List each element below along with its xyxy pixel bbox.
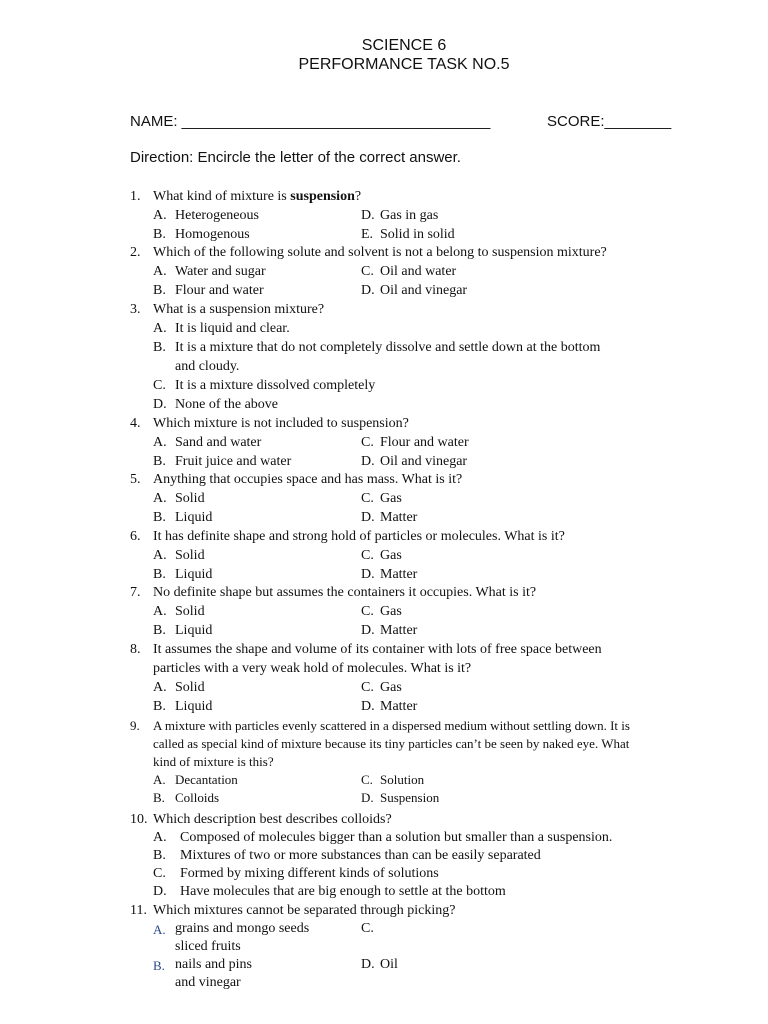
option-text: Oil and vinegar [380, 454, 468, 469]
question-number: 11. [130, 903, 147, 918]
option-text: Mixtures of two or more substances than can be easily separated [180, 848, 541, 863]
option-letter: B. [153, 283, 166, 298]
option-letter: C. [361, 491, 374, 506]
option-text: Decantation [175, 772, 238, 787]
option-text: nails and pins [175, 957, 252, 972]
option-text: Gas [380, 680, 402, 695]
option-letter: A. [153, 922, 166, 937]
option-letter: B. [153, 848, 166, 863]
option-letter: D. [361, 623, 375, 638]
question-number: 10. [130, 812, 148, 827]
question-text-cont: called as special kind of mixture because its tiny particles can’t be seen by naked eye. What [153, 736, 630, 751]
direction-text: Direction: Encircle the letter of the correct answer. [130, 149, 461, 166]
option-text: Water and sugar [175, 264, 266, 279]
option-text: Solid in solid [380, 227, 455, 242]
option-text: Composed of molecules bigger than a solution but smaller than a suspension. [180, 830, 613, 845]
option-text: Liquid [175, 510, 213, 525]
question-number: 1. [130, 189, 141, 204]
option-text: Solid [175, 604, 205, 619]
option-letter: A. [153, 208, 167, 223]
question-number: 4. [130, 416, 141, 431]
option-text: None of the above [175, 397, 279, 412]
option-text: Suspension [380, 790, 440, 805]
question-number: 3. [130, 302, 141, 317]
question-number: 8. [130, 642, 141, 657]
question-text-cont: particles with a very weak hold of molecules. What is it? [153, 661, 472, 676]
option-letter: A. [153, 491, 167, 506]
question-text-part: What kind of mixture is [153, 189, 291, 204]
question-text: Anything that occupies space and has mass. What is it? [153, 472, 463, 487]
option-text: Homogenous [175, 227, 250, 242]
option-letter: D. [361, 957, 375, 972]
question-number: 5. [130, 472, 141, 487]
option-letter: B. [153, 340, 166, 355]
option-text: Liquid [175, 699, 213, 714]
option-letter: C. [361, 604, 374, 619]
option-text: Flour and water [175, 283, 264, 298]
option-letter: C. [361, 435, 374, 450]
option-letter: A. [153, 830, 167, 845]
option-text: grains and mongo seeds [175, 921, 310, 936]
option-text: Gas [380, 604, 402, 619]
question-text: Which mixtures cannot be separated through picking? [153, 903, 456, 918]
option-text: Heterogeneous [175, 208, 259, 223]
question-number: 6. [130, 529, 141, 544]
option-letter: D. [361, 510, 375, 525]
option-text: Formed by mixing different kinds of solutions [180, 866, 439, 881]
option-letter: A. [153, 548, 167, 563]
option-letter: B. [153, 623, 166, 638]
option-text: Matter [380, 699, 418, 714]
question-number: 9. [130, 718, 140, 733]
option-letter: C. [153, 866, 166, 881]
question-number: 2. [130, 245, 141, 260]
option-letter: A. [153, 264, 167, 279]
question-number: 7. [130, 585, 141, 600]
option-letter: D. [361, 454, 375, 469]
option-letter: C. [361, 921, 374, 936]
question-text-part: ? [354, 189, 362, 204]
option-text: and cloudy. [175, 359, 240, 374]
question-text-cont: kind of mixture is this? [153, 754, 274, 769]
option-letter: D. [153, 397, 167, 412]
option-letter: B. [153, 699, 166, 714]
question-keyword: suspension [290, 189, 355, 204]
page-title: SCIENCE 6 [361, 37, 447, 54]
option-text: Flour and water [380, 435, 469, 450]
option-letter: D. [361, 567, 375, 582]
option-letter: D. [361, 790, 374, 805]
option-letter: E. [361, 227, 374, 242]
option-text: Gas in gas [380, 208, 439, 223]
option-text: Solid [175, 491, 205, 506]
option-text: and vinegar [175, 975, 241, 990]
question-text: A mixture with particles evenly scattered in a dispersed medium without settling down. It is [153, 718, 630, 733]
question-text: What is a suspension mixture? [153, 302, 325, 317]
option-text: Colloids [175, 790, 220, 805]
question-text: Which description best describes colloids? [153, 812, 392, 827]
option-text: Oil and water [380, 264, 457, 279]
option-letter: C. [361, 772, 373, 787]
option-text: Matter [380, 567, 418, 582]
option-letter: C. [361, 680, 374, 695]
option-text: Liquid [175, 623, 213, 638]
option-text: Solid [175, 680, 205, 695]
option-text: Matter [380, 623, 418, 638]
option-letter: A. [153, 321, 167, 336]
option-text: Solid [175, 548, 205, 563]
page-subtitle: PERFORMANCE TASK NO.5 [298, 56, 510, 73]
option-letter: B. [153, 227, 166, 242]
option-text: It is liquid and clear. [175, 321, 290, 336]
option-letter: D. [361, 283, 375, 298]
question-text: No definite shape but assumes the containers it occupies. What is it? [153, 585, 537, 600]
option-letter: B. [153, 454, 166, 469]
name-field: NAME: _____________________________________ [130, 113, 491, 130]
option-text: Sand and water [175, 435, 262, 450]
option-letter: B. [153, 790, 165, 805]
option-text: It is a mixture dissolved completely [175, 378, 376, 393]
option-letter: D. [361, 699, 375, 714]
option-letter: C. [361, 264, 374, 279]
option-text: Gas [380, 548, 402, 563]
option-letter: C. [153, 378, 166, 393]
option-text: Matter [380, 510, 418, 525]
option-text: Liquid [175, 567, 213, 582]
question-text: Which of the following solute and solvent is not a belong to suspension mixture? [153, 245, 607, 260]
option-text: Oil [380, 957, 398, 972]
option-letter: A. [153, 772, 166, 787]
option-text: Fruit juice and water [175, 454, 292, 469]
option-text: Solution [380, 772, 425, 787]
question-text: Which mixture is not included to suspension? [153, 416, 409, 431]
option-text: sliced fruits [175, 939, 241, 954]
question-text: It assumes the shape and volume of its container with lots of free space between [153, 642, 602, 657]
question-text: It has definite shape and strong hold of particles or molecules. What is it? [153, 529, 565, 544]
option-letter: C. [361, 548, 374, 563]
option-text: It is a mixture that do not completely dissolve and settle down at the bottom [175, 340, 601, 355]
option-letter: D. [361, 208, 375, 223]
option-text: Have molecules that are big enough to settle at the bottom [180, 884, 506, 899]
option-text: Oil and vinegar [380, 283, 468, 298]
score-field: SCORE:________ [547, 113, 672, 130]
option-letter: D. [153, 884, 167, 899]
option-letter: B. [153, 567, 166, 582]
option-letter: A. [153, 680, 167, 695]
question-text [153, 189, 361, 205]
option-letter: B. [153, 958, 165, 973]
option-letter: A. [153, 435, 167, 450]
option-letter: A. [153, 604, 167, 619]
option-letter: B. [153, 510, 166, 525]
option-text: Gas [380, 491, 402, 506]
